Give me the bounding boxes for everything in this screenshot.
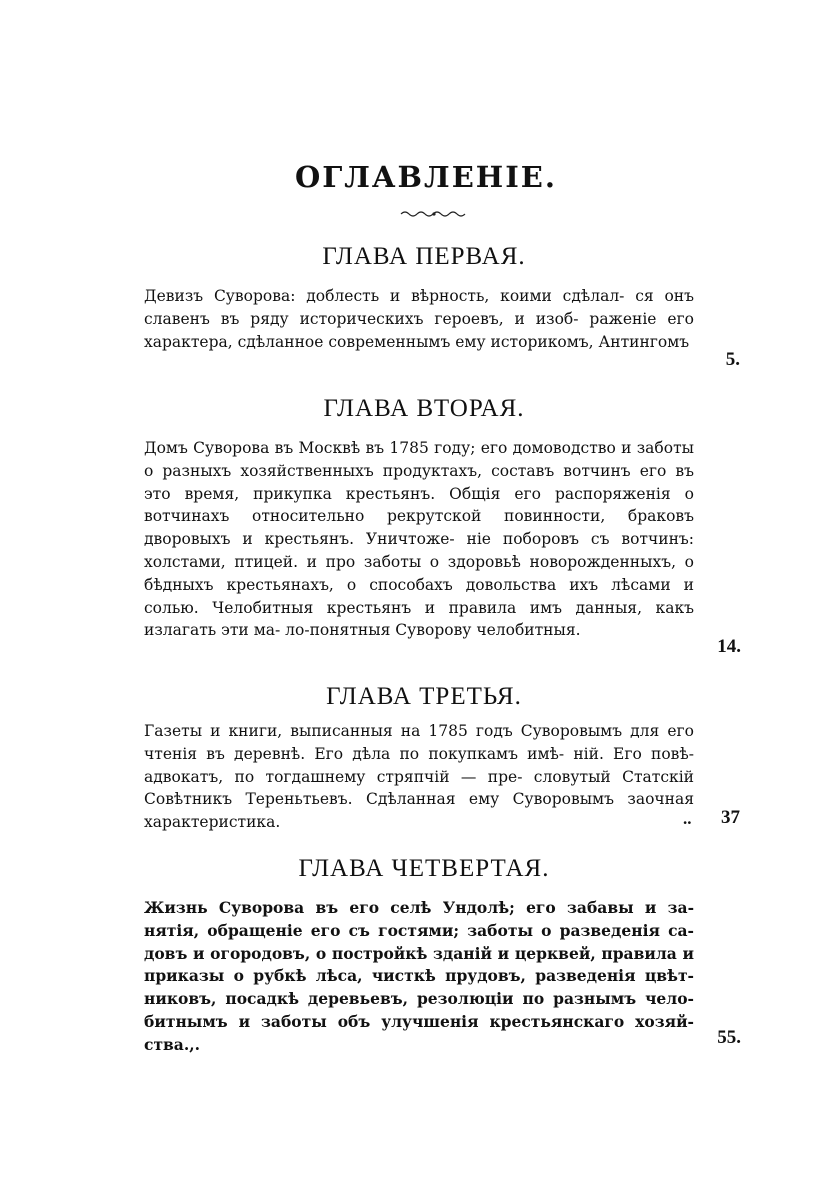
chapter-1-heading: ГЛАВА ПЕРВАЯ. xyxy=(322,243,526,270)
title-ornament xyxy=(399,209,469,219)
chapter-2-summary: Домъ Суворова въ Москвѣ въ 1785 году; его домоводство и заботы о разныхъ хозяйственныхъ продуктахъ, составъ вотчинъ его въ это время, прикупка крестьянъ. Общія его распоряженія о вотчинахъ относительно рекрутской повинности, браковъ дворовыхъ и крестьянъ. Уничтоже- ніе поборовъ съ вотчинъ: холстами, птицей. и про заботы о здоровьѣ новорожденныхъ, о бѣдныхъ крестьянахъ, о способахъ довольства ихъ лѣсами и солью. Челобитныя крестьянъ и правила имъ данныя, какъ излагать эти ма- ло-понятныя Суворову челобитныя. xyxy=(144,439,694,640)
chapter-3-page-number: 37 xyxy=(721,807,740,828)
chapter-2-page-number: 14. xyxy=(717,636,741,657)
chapter-2-heading: ГЛАВА ВТОРАЯ. xyxy=(323,395,525,422)
chapter-3-summary: Газеты и книги, выписанныя на 1785 годъ Суворовымъ для его чтенія въ деревнѣ. Его дѣла по покупкамъ имѣ- ній. Его повѣ-адвокатъ, по тогдашнему стряпчій — пре- словутый Статскій Совѣтникъ Тереньтьевъ. Сдѣланная ему Суворовымъ заочная характеристика. xyxy=(144,722,694,832)
chapter-4-summary: Жизнь Суворова въ его селѣ Ундолѣ; его забавы и за- нятія, обращеніе его съ гостями; заботы о разведенія са- довъ и огородовъ, о постройкѣ зданій и церквей, правила и приказы о рубкѣ лѣса, чисткѣ прудовъ, разведенія цвѣт- никовъ, посадкѣ деревьевъ, резолюціи по разнымъ чело- битнымъ и заботы объ улучшенія крестьянскаго хозяй- ства.,. xyxy=(144,898,694,1054)
chapter-4-heading: ГЛАВА ЧЕТВЕРТАЯ. xyxy=(298,855,550,882)
chapter-1-summary: Девизъ Суворова: доблесть и вѣрность, коими сдѣлал- ся онъ славенъ въ ряду историческихъ героевъ, и изоб- раженіе его характера, сдѣланное современнымъ ему историкомъ, Антингомъ xyxy=(144,287,694,351)
chapter-3-leader: .. xyxy=(683,809,692,828)
page-title: ОГЛАВЛЕНІЕ. xyxy=(295,160,557,194)
chapter-3-heading: ГЛАВА ТРЕТЬЯ. xyxy=(326,683,522,710)
chapter-4-page-number: 55. xyxy=(717,1027,741,1048)
chapter-1-page-number: 5. xyxy=(725,349,740,370)
